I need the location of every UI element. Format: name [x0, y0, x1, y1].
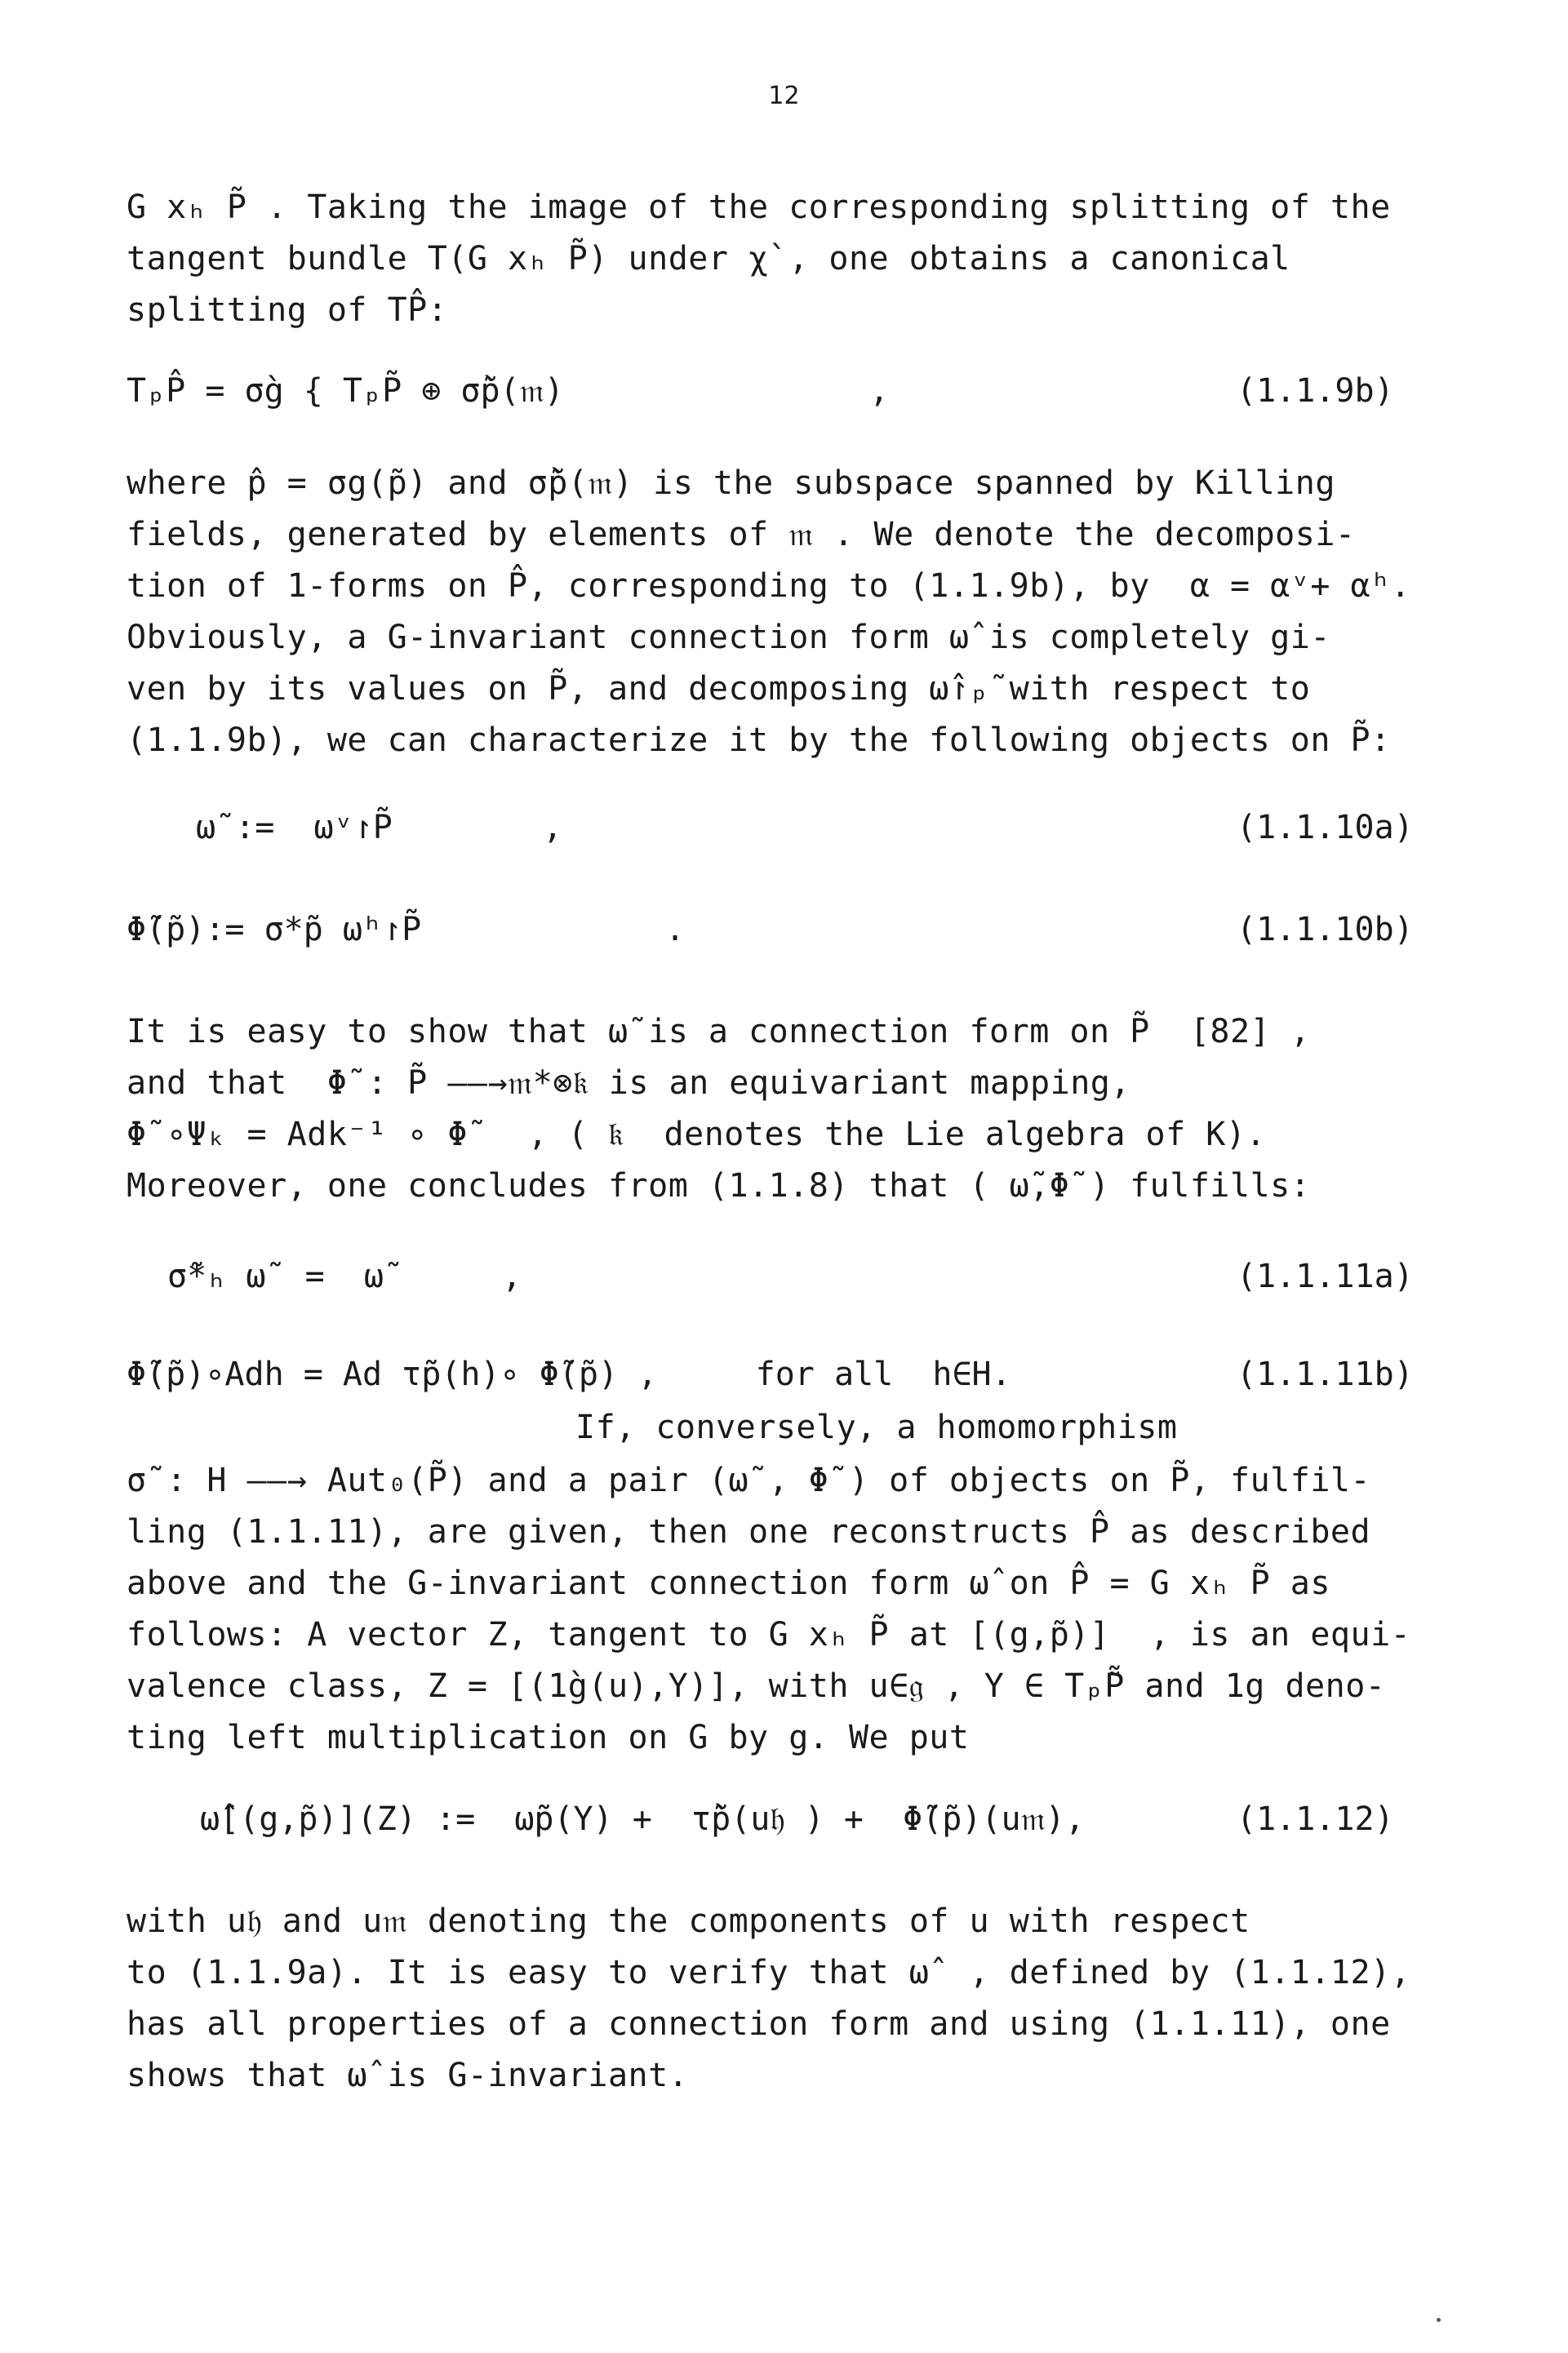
page-number: 12 — [768, 82, 800, 110]
text-line: ling (1.1.11), are given, then one reconstructs P̂ as described — [127, 1513, 1371, 1551]
equation-punctuation: , — [869, 372, 890, 410]
text-line: (1.1.9b), we can characterize it by the following objects on P̃: — [127, 721, 1391, 759]
text-line: follows: A vector Z, tangent to G xₕ P̃ at [(g,p̃)] , is an equi- — [127, 1616, 1411, 1654]
equation-punctuation: . — [665, 911, 686, 948]
text-line: tangent bundle T(G xₕ P̃) under χ̀ , one obtains a canonical — [127, 240, 1290, 277]
equation-punctuation: , — [502, 1258, 522, 1295]
text-line: to (1.1.9a). It is easy to verify that ω̂ , defined by (1.1.12), — [127, 1954, 1411, 1991]
equation-number: (1.1.10b) — [1237, 911, 1414, 948]
text-line: fields, generated by elements of 𝔪 . We denote the decomposi- — [127, 516, 1356, 553]
text-line: shows that ω̂ is G-invariant. — [127, 2057, 689, 2094]
equation-1-1-11a: σ̃*ₕ ω̃ = ω̃ — [167, 1258, 384, 1295]
text-line: It is easy to show that ω̃ is a connection form on P̃ [82] , — [127, 1013, 1311, 1050]
text-line: ting left multiplication on G by g. We put — [127, 1719, 970, 1756]
text-line: σ̃ : H ——→ Aut₀(P̃) and a pair (ω̃ , Φ̃ ) of objects on P̃, fulfil- — [127, 1462, 1371, 1499]
stray-mark — [1437, 2318, 1441, 2322]
text-line: ven by its values on P̃, and decomposing ω̂↾ₚ̃ with respect to — [127, 670, 1311, 708]
equation-1-1-10a: ω̃ := ωᵛ↾P̃ — [196, 809, 393, 846]
text-line: G xₕ P̃ . Taking the image of the corresponding splitting of the — [127, 189, 1391, 226]
text-line: with u𝔥 and u𝔪 denoting the components of u with respect — [127, 1902, 1250, 1940]
text-line: has all properties of a connection form and using (1.1.11), one — [127, 2005, 1391, 2043]
equation-number: (1.1.12) — [1237, 1800, 1394, 1838]
equation-punctuation: , — [543, 809, 563, 846]
equation-1-1-9b: TₚP̂ = σ̀g { TₚP̃ ⊕ σ̀p̃(𝔪) — [127, 372, 564, 410]
equation-number: (1.1.11a) — [1237, 1258, 1414, 1295]
equation-number: (1.1.10a) — [1237, 809, 1414, 846]
text-line: Moreover, one concludes from (1.1.8) that ( ω̃,Φ̃ ) fulfills: — [127, 1167, 1311, 1205]
equation-1-1-12: ω̂[(g,p̃)](Z) := ω̃p̃(Y) + τ̃̀p̃(u𝔥 ) + Φ̃(p̃)(u𝔪), — [200, 1800, 1085, 1838]
text-line: Obviously, a G-invariant connection form ω̂ is completely gi- — [127, 619, 1330, 656]
equation-number: (1.1.11b) — [1237, 1356, 1414, 1393]
equation-1-1-11b: Φ̃(p̃)∘Adh = Ad τ̃p̃(h)∘ Φ̃(p̃) , for all h∈H. — [127, 1356, 1011, 1393]
text-line: splitting of TP̂: — [127, 291, 448, 329]
text-line: where p̂ = σg(p̃) and σ̀p̃(𝔪) is the subspace spanned by Killing — [127, 464, 1335, 502]
equation-1-1-10b: Φ̃(p̃):= σ*p̃ ωʰ↾P̃ — [127, 911, 422, 948]
text-line: and that Φ̃ : P̃ ——→𝔪*⊗𝔨 is an equivariant mapping, — [127, 1064, 1130, 1102]
text-line: above and the G-invariant connection form ω̂ on P̂ = G xₕ P̃ as — [127, 1565, 1330, 1602]
text-line: tion of 1-forms on P̂, corresponding to (1.1.9b), by α = αᵛ+ αʰ. — [127, 567, 1411, 605]
equation-number: (1.1.9b) — [1237, 372, 1394, 410]
text-line: valence class, Z = [(1̀g(u),Y)], with u∈𝔤 , Y ∈ Tₚ̃P̃ and 1g deno- — [127, 1667, 1386, 1705]
text-line: If, conversely, a homomorphism — [575, 1409, 1178, 1446]
text-line: Φ̃ ∘Ψₖ = Adk⁻¹ ∘ Φ̃ , ( 𝔨 denotes the Lie algebra of K). — [127, 1116, 1267, 1153]
